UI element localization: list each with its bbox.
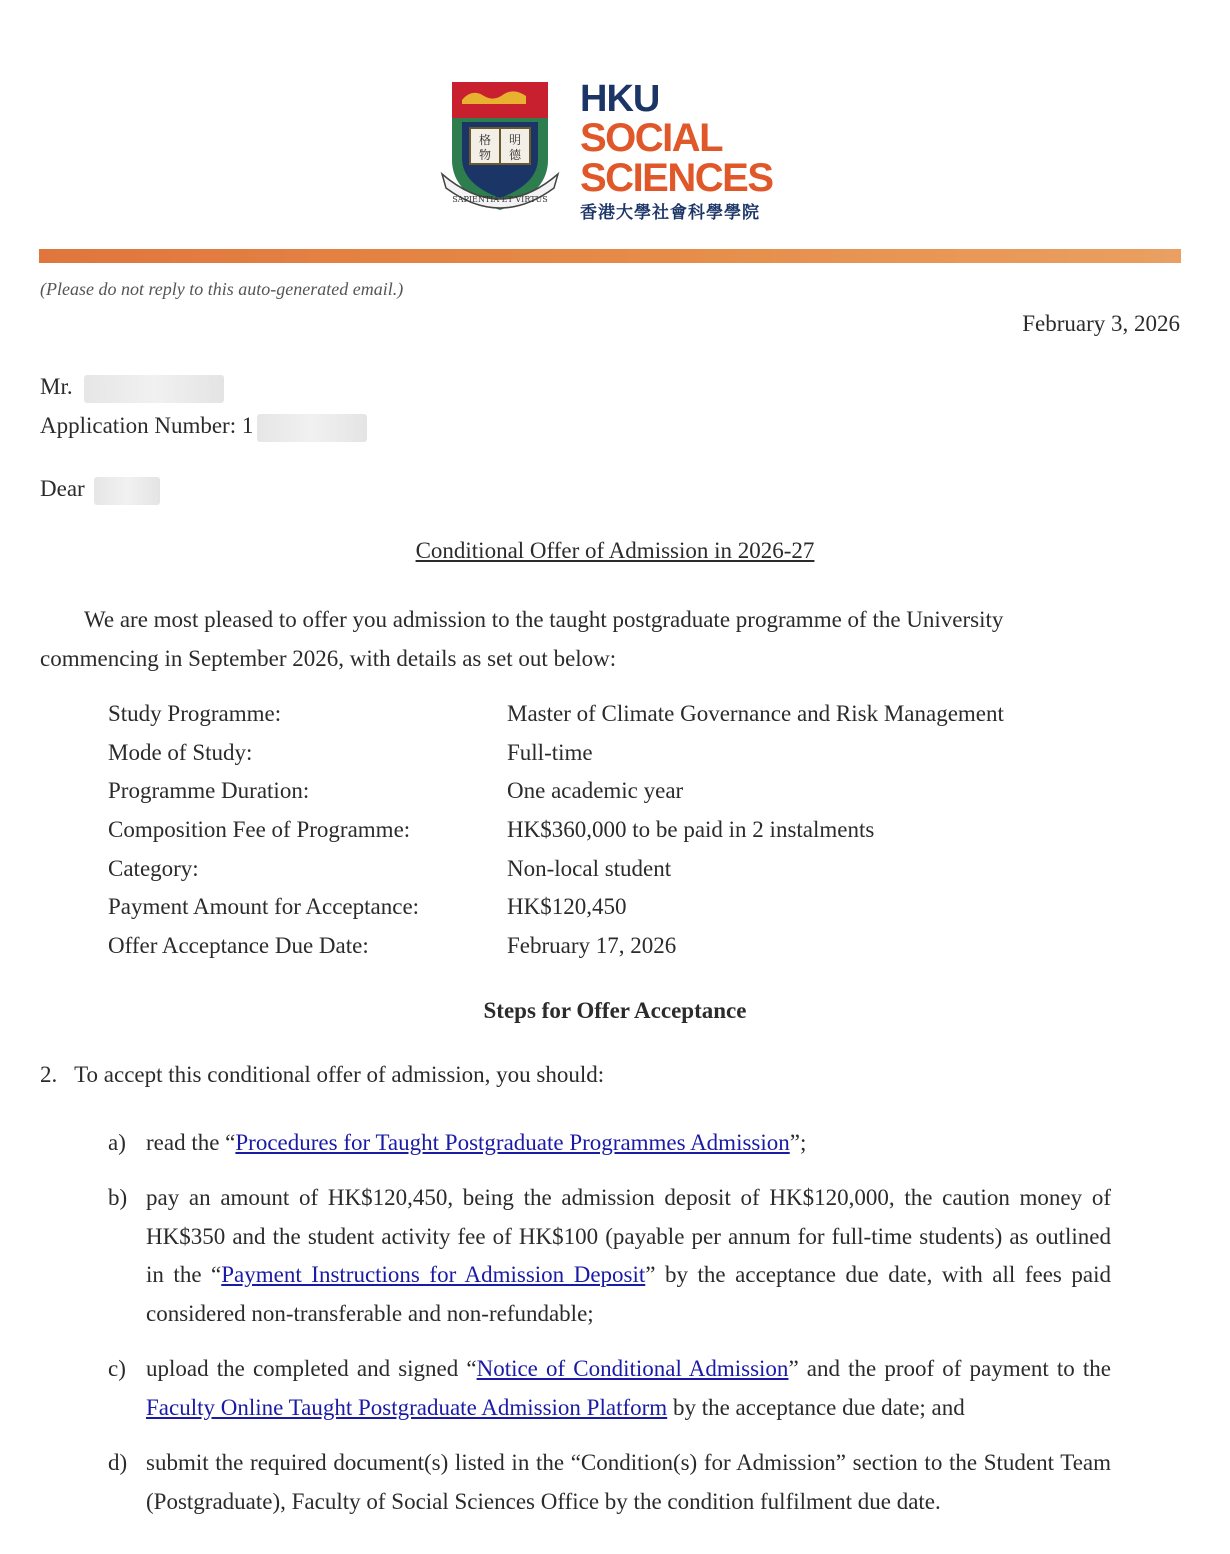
detail-label: Payment Amount for Acceptance:	[108, 894, 420, 920]
application-number	[40, 413, 367, 442]
item-text: read the “	[146, 1130, 236, 1155]
step-item-c	[108, 1350, 1111, 1427]
item-marker: b)	[108, 1185, 128, 1210]
salutation: Mr.	[40, 374, 73, 399]
redacted-name	[84, 375, 224, 403]
detail-value: HK$120,450	[507, 894, 627, 920]
intro-paragraph: We are most pleased to offer you admission to the taught postgraduate programme of the University commencing in September 2026, with details as set out below:	[40, 607, 1004, 671]
redacted-first-name	[94, 477, 160, 505]
detail-label: Category:	[108, 855, 199, 881]
item-marker: c)	[108, 1356, 126, 1381]
letter-subject: Conditional Offer of Admission in 2026-27	[415, 538, 815, 563]
procedures-link[interactable]: Procedures for Taught Postgraduate Programmes Admission	[235, 1130, 790, 1155]
recipient-name	[40, 374, 224, 403]
hku-crest-icon	[440, 78, 562, 214]
step-intro-text: To accept this conditional offer of admission, you should:	[74, 1062, 605, 1087]
steps-heading: Steps for Offer Acceptance	[483, 998, 747, 1023]
step-item-a	[108, 1124, 1111, 1163]
detail-value: Non-local student	[507, 855, 672, 881]
auto-email-note: (Please do not reply to this auto-generated email.)	[40, 279, 404, 299]
step-number: 2.	[40, 1062, 58, 1087]
item-text: ”;	[789, 1130, 807, 1155]
hku-wordmark	[580, 80, 773, 221]
admission-platform-link[interactable]: Faculty Online Taught Postgraduate Admission Platform	[146, 1394, 668, 1420]
header-divider	[39, 249, 1181, 263]
application-number-label: Application Number: 1	[40, 413, 254, 438]
item-text: upload the completed and signed “	[146, 1356, 477, 1381]
detail-value: Full-time	[507, 739, 593, 765]
detail-value: Master of Climate Governance and Risk Management	[507, 701, 1004, 726]
brand-sciences: SCIENCES	[580, 156, 773, 200]
brand-chinese: 香港大學社會科學學院	[580, 203, 760, 222]
brand-social: SOCIAL	[580, 116, 723, 160]
notice-conditional-admission-link[interactable]: Notice of Conditional Admission	[476, 1356, 789, 1381]
crest-char: 格	[478, 133, 492, 147]
item-text: submit the required document(s) listed in the “Condition(s) for Admission” section to the Student Team (Postgraduate), Faculty of Social Sciences Office by the condition fulfilment due date.	[146, 1450, 1111, 1514]
hku-logo	[440, 78, 790, 222]
redacted-number	[257, 414, 367, 442]
detail-label: Composition Fee of Programme:	[108, 817, 411, 843]
crest-char: 明	[508, 133, 522, 147]
greeting	[40, 476, 160, 505]
item-text: by the acceptance due date; and	[667, 1394, 965, 1420]
payment-instructions-link[interactable]: Payment Instructions for Admission Deposit	[221, 1262, 646, 1287]
crest-char: 德	[508, 148, 522, 162]
step-item-b	[108, 1179, 1111, 1333]
detail-value: HK$360,000 to be paid in 2 instalments	[507, 817, 875, 843]
step-item-d	[108, 1444, 1111, 1521]
brand-hku: HKU	[580, 78, 660, 120]
detail-label: Programme Duration:	[108, 778, 310, 804]
letter-date: February 3, 2026	[1022, 311, 1180, 336]
item-text: pay an amount of HK$120,450, being the admission deposit of HK$120,000, the caution money of HK$350 and the student activity fee of HK$100 (payable per annum for full-time students) as outlined in the “	[146, 1185, 1111, 1287]
step-intro	[40, 1062, 604, 1088]
detail-label: Mode of Study:	[108, 739, 253, 765]
crest-char: 物	[478, 148, 492, 162]
item-text: ” by the acceptance due date, with all fees paid considered non-transferable and non-refundable;	[146, 1262, 1111, 1326]
detail-value: One academic year	[507, 778, 684, 804]
detail-label: Offer Acceptance Due Date:	[108, 933, 369, 959]
item-text: ” and the proof of payment to the	[788, 1356, 1111, 1381]
crest-motto: SAPIENTIA ET VIRTUS	[452, 195, 548, 204]
greeting-dear: Dear	[40, 476, 85, 501]
detail-value: February 17, 2026	[507, 933, 677, 959]
detail-label: Study Programme:	[108, 701, 282, 726]
item-marker: d)	[108, 1450, 128, 1475]
item-marker: a)	[108, 1130, 126, 1155]
